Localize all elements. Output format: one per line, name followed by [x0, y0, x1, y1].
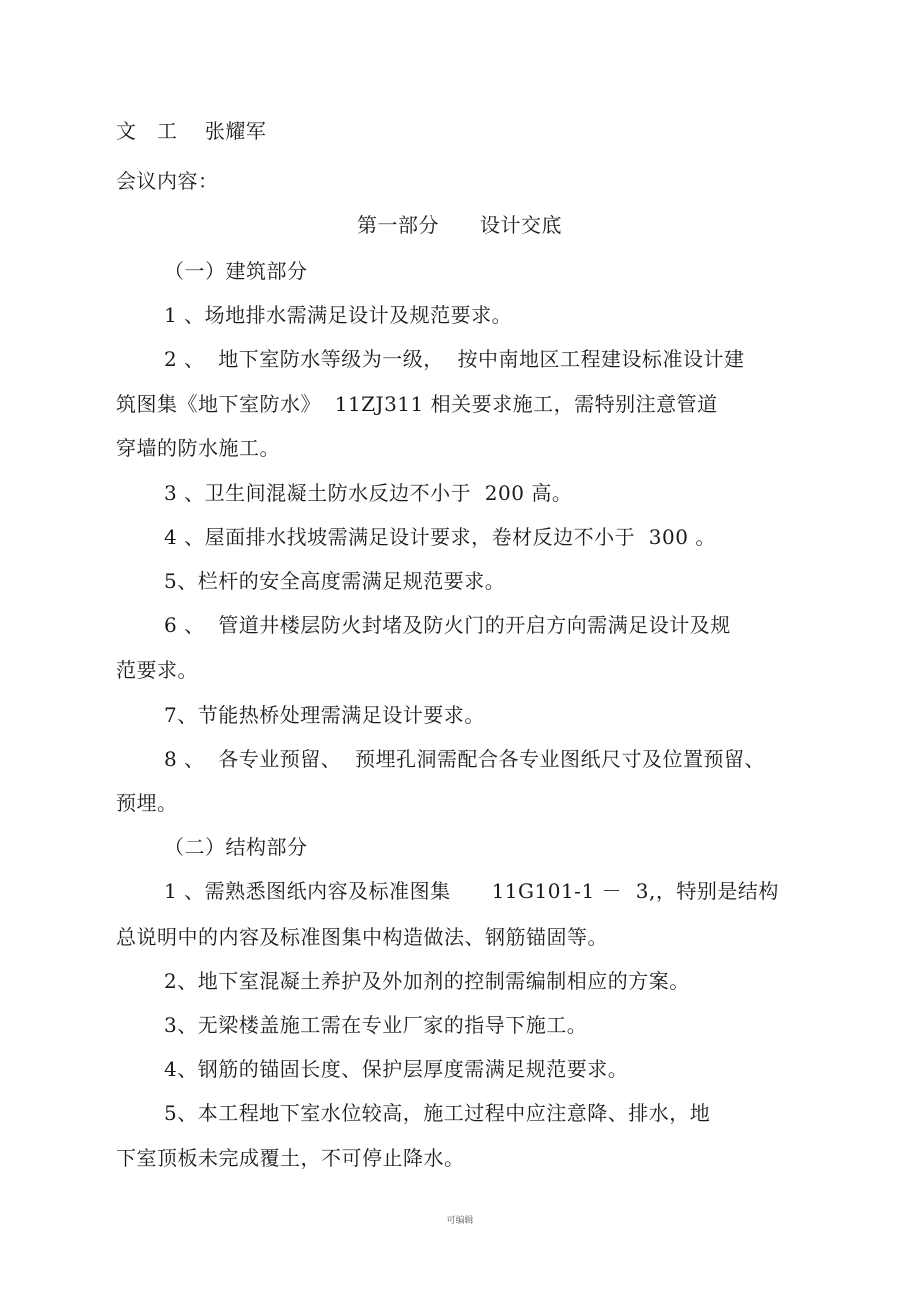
- paragraph-line: 1 、场地排水需满足设计及规范要求。: [164, 303, 513, 327]
- paragraph-line: 4、钢筋的锚固长度、保护层厚度需满足规范要求。: [164, 1057, 629, 1081]
- meeting-content-label: 会议内容：: [116, 169, 219, 193]
- paragraph-line: 下室顶板未完成覆土，不可停止降水。: [116, 1146, 465, 1170]
- subsection-heading: （一）建筑部分: [164, 259, 308, 283]
- paragraph-line: 筑图集《地下室防水》 11ZJ311 相关要求施工，需特别注意管道: [116, 392, 718, 416]
- paragraph-line: 7、节能热桥处理需满足设计要求。: [164, 703, 485, 727]
- page-footer: 可编辑: [446, 1216, 474, 1226]
- paragraph-line: 3、无梁楼盖施工需在专业厂家的指导下施工。: [164, 1013, 588, 1037]
- paragraph-line: 2 、 地下室防水等级为一级， 按中南地区工程建设标准设计建: [164, 347, 745, 371]
- paragraph-line: 6 、 管道井楼层防火封堵及防火门的开启方向需满足设计及规: [164, 613, 731, 637]
- paragraph-line: 5、本工程地下室水位较高，施工过程中应注意降、排水，地: [164, 1101, 711, 1125]
- paragraph-line: 8 、 各专业预留、 预埋孔洞需配合各专业图纸尺寸及位置预留、: [164, 747, 766, 771]
- subsection-heading: （二）结构部分: [164, 835, 308, 859]
- paragraph-line: 穿墙的防水施工。: [116, 436, 280, 460]
- paragraph-line: 4 、屋面排水找坡需满足设计要求，卷材反边不小于 300 。: [164, 525, 716, 549]
- paragraph-line: 范要求。: [116, 658, 198, 682]
- paragraph-line: 总说明中的内容及标准图集中构造做法、钢筋锚固等。: [116, 925, 608, 949]
- paragraph-line: 预埋。: [116, 791, 178, 815]
- paragraph-line: 3 、卫生间混凝土防水反边不小于 200 高。: [164, 481, 573, 505]
- attendee-line: 文 工 张耀军: [116, 119, 267, 143]
- paragraph-line: 1 、需熟悉图纸内容及标准图集 11G101-1 － 3,，特别是结构: [164, 879, 779, 903]
- paragraph-line: 2、地下室混凝土养护及外加剂的控制需编制相应的方案。: [164, 969, 690, 993]
- section-title: 第一部分 设计交底: [357, 213, 562, 237]
- paragraph-line: 5、栏杆的安全高度需满足规范要求。: [164, 569, 506, 593]
